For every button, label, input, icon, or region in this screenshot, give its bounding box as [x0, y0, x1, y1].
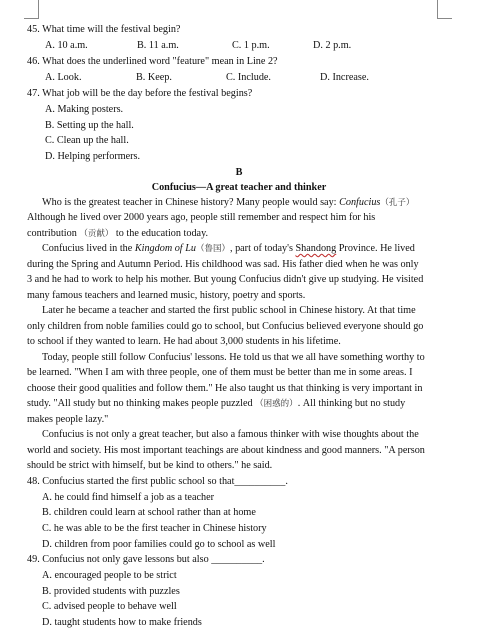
passage-line: 3 and he had to work to help his mother. But young Confucius didn't give up studying. He visited [27, 274, 424, 285]
question-48-stem: 48. Confucius started the first public school so that__________. [27, 476, 288, 487]
passage-line [27, 397, 405, 411]
q45-option-c[interactable]: C. 1 p.m. [232, 40, 270, 51]
passage-text: to the education today. [113, 228, 209, 239]
q48-option-b[interactable]: B. children could learn at school rather than at home [42, 507, 256, 518]
q49-option-c[interactable]: C. advised people to behave well [42, 601, 177, 612]
passage-line: makes people lazy." [27, 414, 109, 425]
q45-option-b[interactable]: B. 11 a.m. [137, 40, 179, 51]
passage-line: Later he became a teacher and started the first public school in Chinese history. At that time [42, 305, 416, 316]
passage-line: during the Spring and Autumn Period. His childhood was sad. His father died when he was only [27, 259, 419, 270]
q46-option-b[interactable]: B. Keep. [136, 72, 172, 83]
passage-text: . All thinking but no study [297, 398, 406, 409]
question-49-stem: 49. Confucius not only gave lessons but also __________. [27, 554, 265, 565]
page-corner-mark-right [437, 0, 452, 19]
question-46-stem: 46. What does the underlined word "feature" mean in Line 2? [27, 56, 278, 67]
passage-line: Today, people still follow Confucius' lessons. He told us that we all have something worthy to [42, 352, 425, 363]
q47-option-d[interactable]: D. Helping performers. [45, 151, 141, 162]
confucius-name: Confucius [339, 197, 381, 208]
q46-option-d[interactable]: D. Increase. [320, 72, 369, 83]
q48-option-c[interactable]: C. he was able to be the first teacher in Chinese history [42, 523, 267, 534]
passage-line: choose their good qualities and follow them." He also taught us that thinking is very important in [27, 383, 423, 394]
passage-text: , part of today's [229, 243, 296, 254]
passage-text: study. "All study but no thinking makes people puzzled [27, 398, 256, 409]
passage-text: Confucius lived in the [42, 243, 135, 254]
q49-option-a[interactable]: A. encouraged people to be strict [42, 570, 177, 581]
passage-text: contribution [27, 228, 80, 239]
q47-option-b[interactable]: B. Setting up the hall. [45, 120, 134, 131]
q46-option-a[interactable]: A. Look. [45, 72, 82, 83]
q49-option-b[interactable]: B. provided students with puzzles [42, 586, 180, 597]
q47-option-a[interactable]: A. Making posters. [45, 104, 124, 115]
passage-title: Confucius—A great teacher and thinker [151, 182, 327, 193]
spellcheck-word: Shandong [295, 243, 337, 254]
passage-text: Who is the greatest teacher in Chinese history? Many people would say: [42, 197, 340, 208]
passage-line [42, 242, 415, 256]
section-letter: B [235, 167, 243, 178]
q45-option-d[interactable]: D. 2 p.m. [313, 40, 352, 51]
kingdom-name: Kingdom of Lu [134, 243, 196, 254]
passage-line: Although he lived over 2000 years ago, people still remember and respect him for his [27, 212, 376, 223]
q45-option-a[interactable]: A. 10 a.m. [45, 40, 88, 51]
question-45-stem: 45. What time will the festival begin? [27, 24, 181, 35]
passage-text: Province. He lived [336, 243, 415, 254]
passage-line [42, 196, 414, 210]
q48-option-a[interactable]: A. he could find himself a job as a teacher [42, 492, 214, 503]
chinese-gloss: （困惑的） [255, 399, 298, 409]
chinese-gloss: （贡献） [79, 229, 114, 239]
passage-line: be learned. "When I am with three people, one of them must be better than me in some areas. I [27, 367, 413, 378]
chinese-gloss: （鲁国） [195, 244, 230, 254]
q49-option-d[interactable]: D. taught students how to make friends [42, 617, 202, 628]
passage-line [27, 227, 208, 241]
passage-line: only children from noble families could go to school, but Confucius believed everyone should go [27, 321, 424, 332]
passage-line: many famous teachers and learned music, history, poetry and sports. [27, 290, 306, 301]
chinese-gloss: （孔子） [380, 198, 415, 208]
page-corner-mark-left [24, 0, 39, 19]
q46-option-c[interactable]: C. Include. [226, 72, 271, 83]
q47-option-c[interactable]: C. Clean up the hall. [45, 135, 129, 146]
passage-line: Confucius is not only a great teacher, but also a famous thinker with wise thoughts about the [42, 429, 419, 440]
passage-line: world and society. His most important teachings are about kindness and good manners. "A person [27, 445, 425, 456]
passage-line: should be strict with himself, but be kind to others." he said. [27, 460, 273, 471]
question-47-stem: 47. What job will be the day before the festival begins? [27, 88, 253, 99]
q48-option-d[interactable]: D. children from poor families could go to school as well [42, 539, 276, 550]
passage-line: to school if they wanted to learn. He had about 3,000 students in his lifetime. [27, 336, 341, 347]
